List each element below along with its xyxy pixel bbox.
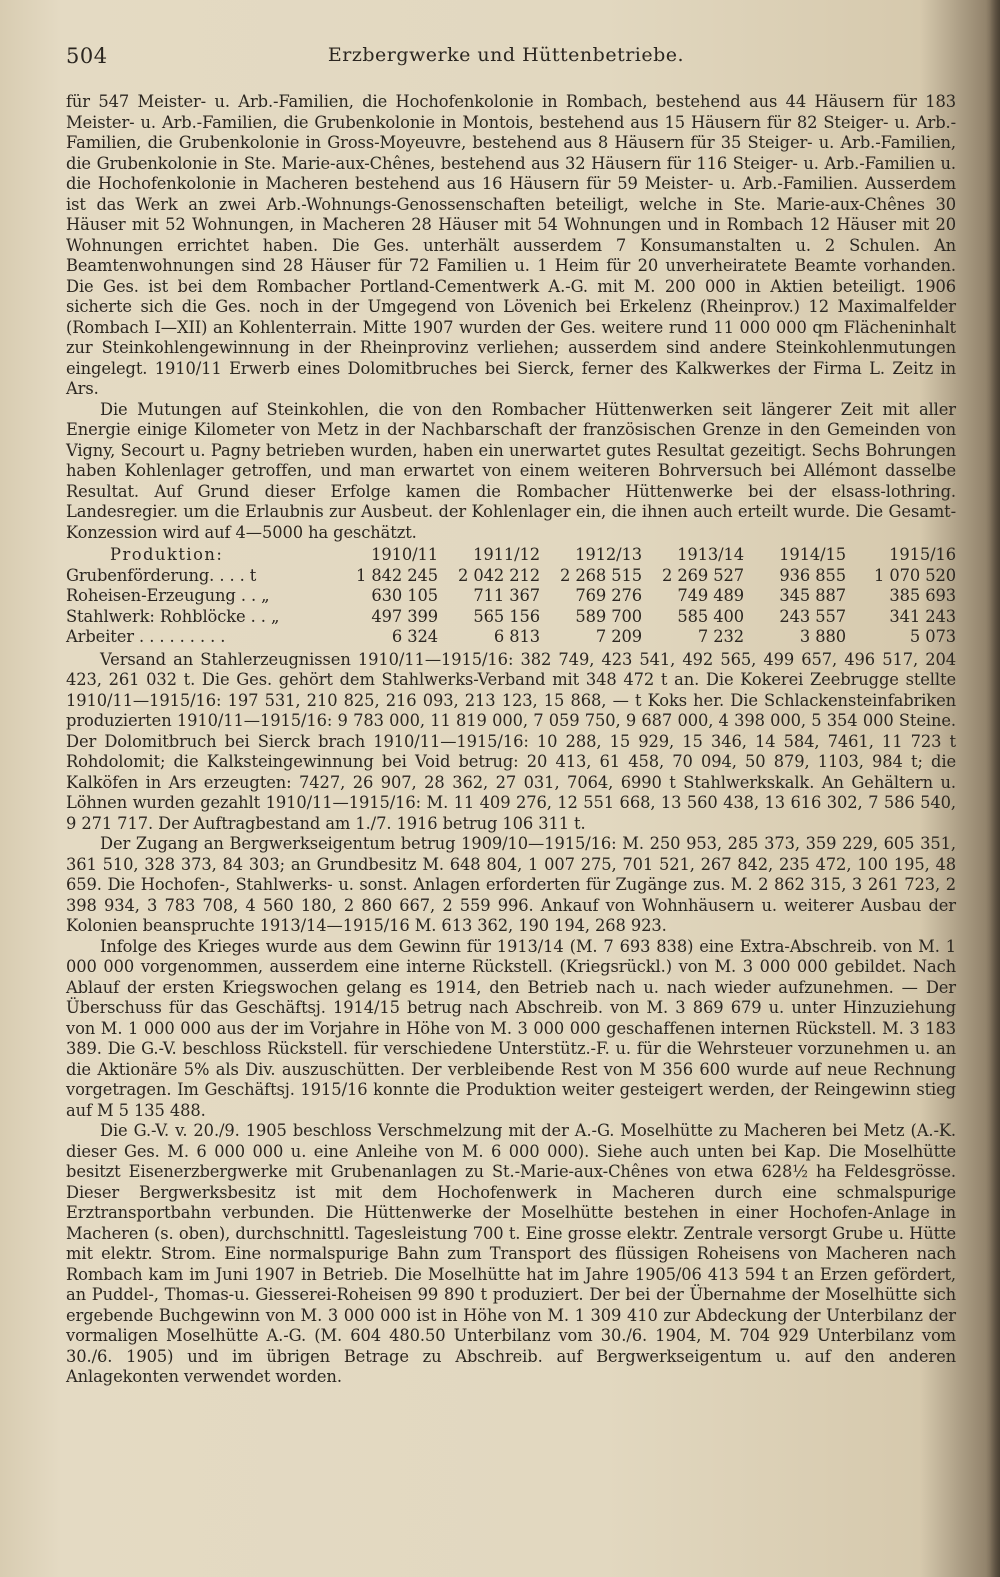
year-header: 1910/11 — [371, 545, 438, 564]
running-title: Erzbergwerke und Hüttenbetriebe. — [327, 44, 685, 66]
table-cell: 1 070 520 — [874, 565, 956, 585]
table-cell: 385 693 — [889, 586, 956, 606]
paragraph: Die Mutungen auf Steinkohlen, die von den Rombacher Hüttenwerken seit längerer Zeit mit aller Energie einige Kilometer von Metz in der Nachbarschaft der französischen Grenze in den Gemeinden von Vigny, Secourt u. Pagny betrieben wurden, haben ein unerwartet gutes Resultat gezeitigt. Sechs Bohrungen haben Kohlenlager getroffen, und man erwartet von einem weiteren Bohrversuch bei Allémont dasselbe Resultat. Auf Grund dieser Erfolge kamen die Rombacher Hüttenwerke bei der elsass-lothring. Landesregier. um die Erlaubnis zur Ausbeut. der Kohlenlager ein, die ihnen auch erteilt wurde. Die Gesamt-Konzession wird auf 4—5000 ha geschätzt. — [66, 399, 956, 542]
paragraph: für 547 Meister- u. Arb.-Familien, die Hochofenkolonie in Rombach, bestehend aus 44 Häusern für 183 Meister- u. Arb.-Familien, die Grubenkolonie in Montois, bestehend aus 15 Häusern für 82 Steiger- u. Arb.-Familien, die Grubenkolonie in Gross-Moyeuvre, bestehend aus 8 Häusern für 35 Steiger- u. Arb.-Familien, die Grubenkolonie in Ste. Marie-aux-Chênes, bestehend aus 32 Häusern für 116 Steiger- u. Arb.-Familien u. die Hochofenkolonie in Macheren bestehend aus 16 Häusern für 59 Meister- u. Arb.-Familien. Ausserdem ist das Werk an zwei Arb.-Wohnungs-Genossenschaften beteiligt, welche in Ste. Marie-aux-Chênes 30 Häuser mit 52 Wohnungen, in Macheren 28 Häuser mit 54 Wohnungen und in Rombach 12 Häuser mit 20 Wohnungen errichtet haben. Die Ges. unterhält ausserdem 7 Konsumanstalten u. 2 Schulen. An Beamtenwohnungen sind 28 Häuser für 72 Familien u. 1 Heim für 20 unverheiratete Beamte vorhanden. Die Ges. ist bei dem Rombacher Portland-Cementwerk A.-G. mit M. 200 000 in Aktien beteiligt. 1906 sicherte sich die Ges. noch in der Umgegend von Lövenich bei Erkelenz (Rheinprov.) 12 Maximalfelder (Rombach I—XII) an Kohlenterrain. Mitte 1907 wurden der Ges. weitere rund 11 000 000 qm Flächeninhalt zur Steinkohlengewinnung in der Rheinprovinz verliehen; ausserdem sind andere Steinkohlenmutungen eingelegt. 1910/11 Erwerb eines Dolomitbruches bei Sierck, ferner des Kalkwerkes der Firma L. Zeitz in Ars. — [66, 92, 956, 398]
table-cell: 2 269 527 — [662, 565, 744, 585]
table-cell: 630 105 — [371, 586, 438, 606]
table-row — [66, 607, 956, 628]
paragraph: Versand an Stahlerzeugnissen 1910/11—1915/16: 382 749, 423 541, 492 565, 499 657, 496 517, 204 423, 261 032 t. Die Ges. gehört dem Stahlwerks-Verband mit 348 472 t an. Die Kokerei Zeebrugge stellte 1910/11—1915/16: 197 531, 210 825, 216 093, 213 123, 15 868, — t Koks her. Die Schlackensteinfabriken produzierten 1910/11—1915/16: 9 783 000, 11 819 000, 7 059 750, 9 687 000, 4 398 000, 5 354 000 Steine. Der Dolomitbruch bei Sierck brach 1910/11—1915/16: 10 288, 15 929, 15 346, 14 584, 7461, 11 723 t Rohdolomit; die Kalksteingewinnung bei Void betrug: 20 413, 61 458, 70 094, 50 879, 1103, 984 t; die Kalköfen in Ars erzeugten: 7427, 26 907, 28 362, 27 031, 7064, 6990 t Stahlwerkskalk. An Gehältern u. Löhnen wurden gezahlt 1910/11—1915/16: M. 11 409 276, 12 551 668, 13 560 438, 13 616 302, 7 586 540, 9 271 717. Der Auftragbestand am 1./7. 1916 betrug 106 311 t. — [66, 649, 956, 833]
page-edge-shadow — [986, 0, 1000, 1577]
page-number: 504 — [66, 44, 108, 68]
paragraph: Die G.-V. v. 20./9. 1905 beschloss Verschmelzung mit der A.-G. Moselhütte zu Macheren bei Metz (A.-K. dieser Ges. M. 6 000 000 u. eine Anleihe von M. 6 000 000). Siehe auch unten bei Kap. Die Moselhütte besitzt Eisenerzbergwerke mit Grubenanlagen zu St.-Marie-aux-Chênes von etwa 628½ ha Feldesgrösse. Dieser Bergwerksbesitz ist mit dem Hochofenwerk in Macheren durch eine schmalspurige Erztransportbahn verbunden. Die Hüttenwerke der Moselhütte bestehen in einer Hochofen-Anlage in Macheren (s. oben), durchschnittl. Tagesleistung 700 t. Eine grosse elektr. Zentrale versorgt Grube u. Hütte mit elektr. Strom. Eine normalspurige Bahn zum Transport des flüssigen Roheisens von Macheren nach Rombach kam im Juni 1907 in Betrieb. Die Moselhütte hat im Jahre 1905/06 413 594 t an Erzen gefördert, an Puddel-, Thomas-u. Giesserei-Roheisen 99 890 t produziert. Der bei der Übernahme der Moselhütte sich ergebende Buchgewinn von M. 3 000 000 ist in Höhe von M. 1 309 410 zur Abdeckung der Unterbilanz der vormaligen Moselhütte A.-G. (M. 604 480.50 Unterbilanz vom 30./6. 1904, M. 704 929 Unterbilanz vom 30./6. 1905) und im übrigen Betrage zu Abschreib. auf Bergwerkseigentum u. auf den anderen Anlagekonten verwendet worden. — [66, 1121, 956, 1387]
paragraph: Der Zugang an Bergwerkseigentum betrug 1909/10—1915/16: M. 250 953, 285 373, 359 229, 605 351, 361 510, 328 373, 84 303; an Grundbesitz M. 648 804, 1 007 275, 701 521, 267 842, 235 472, 100 195, 48 659. Die Hochofen-, Stahlwerks- u. sonst. Anlagen erforderten für Zugänge zus. M. 2 862 315, 3 261 723, 2 398 934, 3 783 708, 4 560 180, 2 860 667, 2 559 996. Ankauf von Wohnhäusern u. weiterer Ausbau der Kolonien beanspruchte 1913/14—1915/16 M. 613 362, 190 194, 268 923. — [66, 834, 956, 936]
table-row — [66, 586, 956, 607]
table-cell: 711 367 — [473, 586, 540, 606]
row-label: Grubenförderung. . . . t — [66, 565, 257, 585]
table-cell: 936 855 — [779, 565, 846, 585]
year-header: 1914/15 — [779, 545, 846, 564]
table-cell: 589 700 — [575, 606, 642, 626]
table-cell: 5 073 — [909, 627, 956, 647]
row-label: Arbeiter . . . . . . . . . — [66, 627, 226, 647]
table-cell: 585 400 — [677, 606, 744, 626]
table-cell: 1 842 245 — [356, 565, 438, 585]
year-header: 1913/14 — [677, 545, 744, 564]
table-cell: 345 887 — [779, 586, 846, 606]
table-cell: 749 489 — [677, 586, 744, 606]
table-cell: 497 399 — [371, 606, 438, 626]
table-row — [66, 627, 956, 648]
table-cell: 2 268 515 — [560, 565, 642, 585]
page-header — [66, 44, 946, 78]
table-cell: 341 243 — [889, 606, 956, 626]
table-cell: 3 880 — [799, 627, 846, 647]
table-cell: 769 276 — [575, 586, 642, 606]
table-cell: 565 156 — [473, 606, 540, 626]
table-header-label: Produktion: — [110, 545, 224, 564]
table-row — [66, 566, 956, 587]
table-cell: 6 324 — [391, 627, 438, 647]
year-header: 1911/12 — [473, 545, 540, 564]
paragraph: Infolge des Krieges wurde aus dem Gewinn für 1913/14 (M. 7 693 838) eine Extra-Abschreib. von M. 1 000 000 vorgenommen, ausserdem eine interne Rückstell. (Kriegsrückl.) von M. 3 000 000 gebildet. Nach Ablauf der ersten Kriegswochen gelang es 1914, den Betrieb nach u. nach wieder aufzunehmen. — Der Überschuss für das Geschäftsj. 1914/15 betrug nach Abschreib. von M. 3 869 679 u. unter Hinzuziehung von M. 1 000 000 aus der im Vorjahre in Höhe von M. 3 000 000 geschaffenen internen Rückstell. M. 3 183 389. Die G.-V. beschloss Rückstell. für verschiedene Unterstütz.-F. u. für die Wehrsteuer vorzunehmen u. an die Aktionäre 5% als Div. auszuschütten. Der verbleibende Rest von M 356 600 wurde auf neue Rechnung vorgetragen. Im Geschäftsj. 1915/16 konnte die Produktion weiter gesteigert werden, der Reingewinn stieg auf M 5 135 488. — [66, 936, 956, 1120]
year-header: 1915/16 — [889, 545, 956, 564]
production-table — [66, 545, 956, 648]
row-label: Roheisen-Erzeugung . . „ — [66, 586, 270, 606]
table-header-row — [66, 545, 956, 566]
table-cell: 6 813 — [493, 627, 540, 647]
year-header: 1912/13 — [575, 545, 642, 564]
table-cell: 243 557 — [779, 606, 846, 626]
body-text — [66, 92, 956, 1388]
row-label: Stahlwerk: Rohblöcke . . „ — [66, 606, 280, 626]
table-cell: 7 232 — [697, 627, 744, 647]
table-cell: 2 042 212 — [458, 565, 540, 585]
table-cell: 7 209 — [595, 627, 642, 647]
